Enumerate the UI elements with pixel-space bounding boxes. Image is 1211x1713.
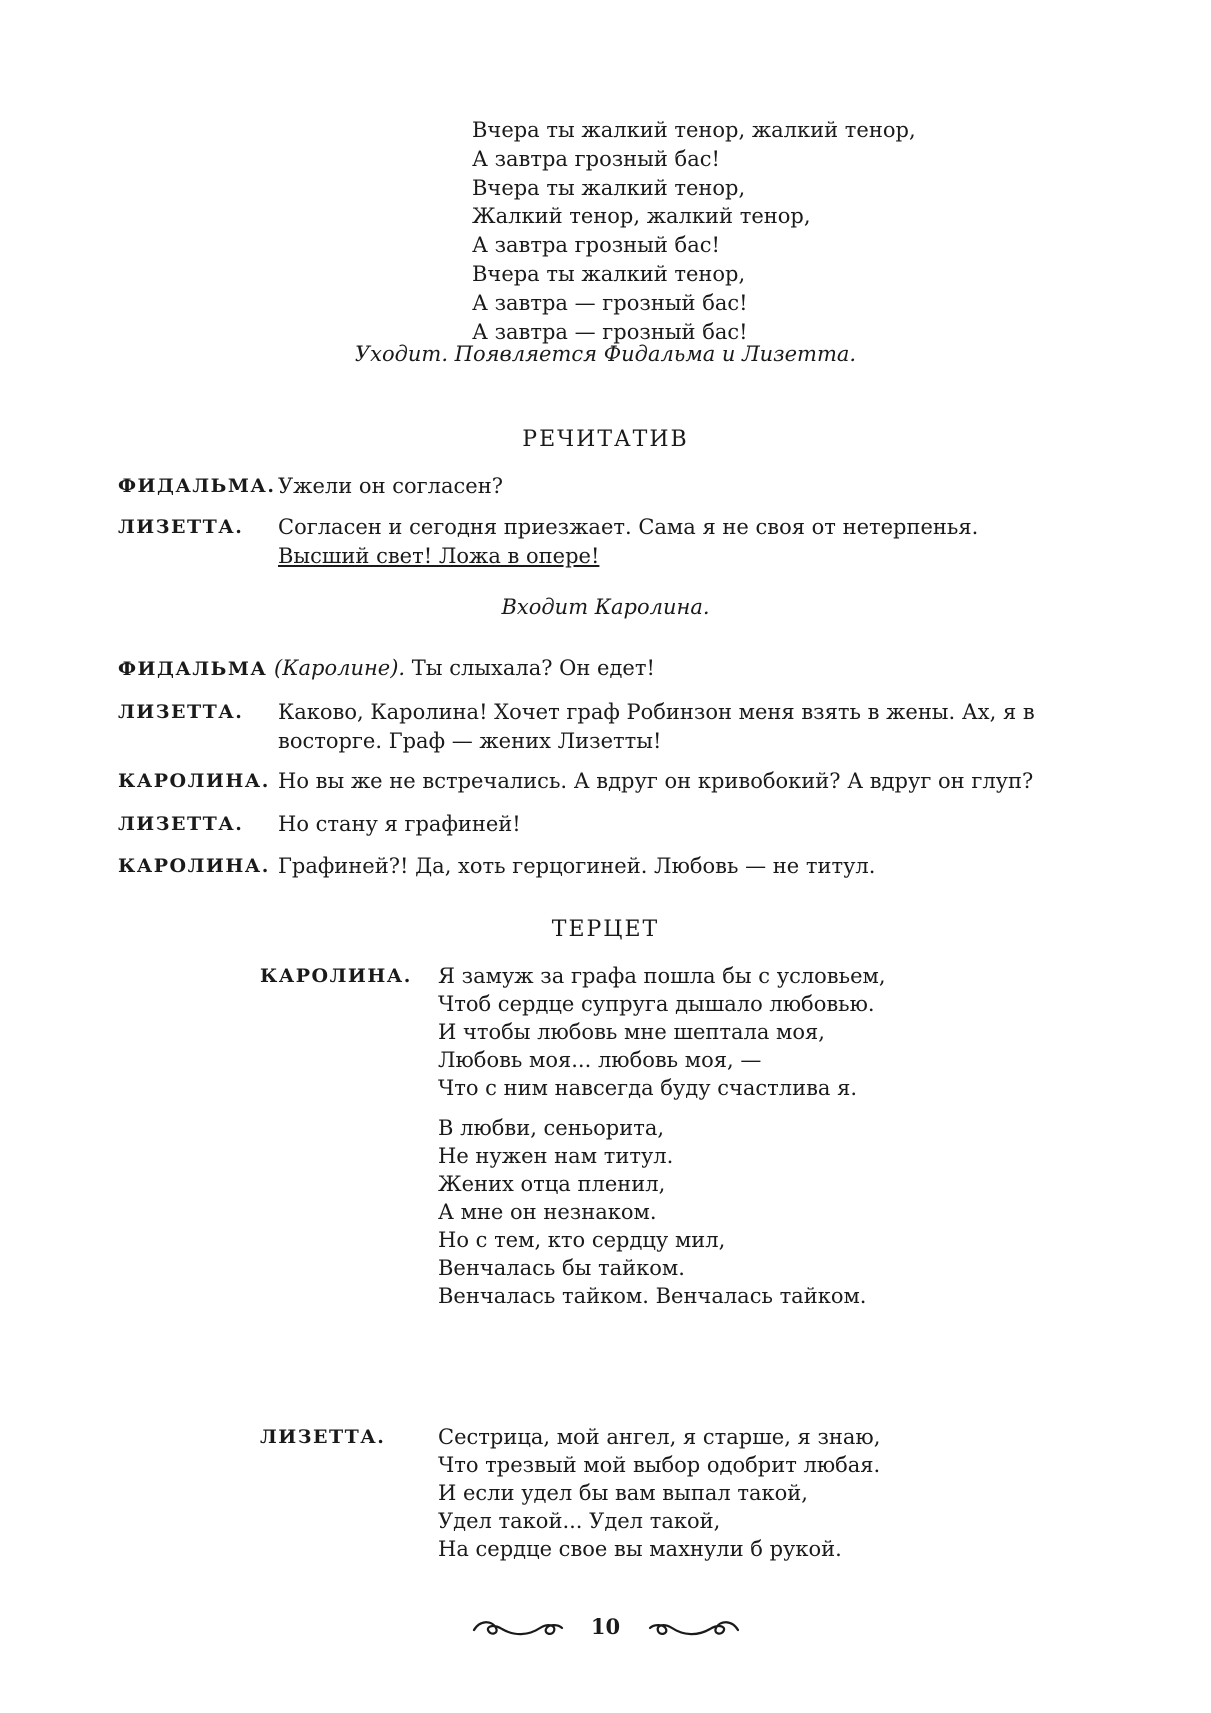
verse-line: Я замуж за графа пошла бы с условьем, xyxy=(438,964,886,988)
verse-line: Вчера ты жалкий тенор, xyxy=(472,261,746,286)
verse-line: Но с тем, кто сердцу мил, xyxy=(438,1228,726,1252)
opening-verse xyxy=(472,116,916,346)
verse-line: А завтра грозный бас! xyxy=(472,233,720,258)
dialogue-line xyxy=(118,698,1058,758)
underlined-phrase: Высший свет! Ложа в опере! xyxy=(278,543,600,568)
verse-line: Вчера ты жалкий тенор, xyxy=(472,175,746,200)
speaker-name: ЛИЗЕТТА. xyxy=(118,701,244,723)
verse-line: На сердце свое вы махнули б рукой. xyxy=(438,1537,842,1561)
section-title-trio: ТЕРЦЕТ xyxy=(551,917,660,942)
speech-text: Ужели он согласен? xyxy=(278,474,503,498)
page-footer xyxy=(0,1610,1211,1650)
verse-line: Венчалась бы тайком. xyxy=(438,1256,685,1280)
verse-line: Удел такой... Удел такой, xyxy=(438,1509,721,1533)
verse-line: В любви, сеньорита, xyxy=(438,1116,665,1140)
verse-line: И чтобы любовь мне шептала моя, xyxy=(438,1020,825,1044)
dialogue-line xyxy=(118,656,1058,680)
speaker-name: ФИДАЛЬМА. xyxy=(118,475,276,497)
speech-text: Каково, Каролина! Хочет граф Робинзон меня взять в жены. Ах, я в восторге. Граф — жених Лизетты! xyxy=(278,700,1035,753)
speaker-name: ЛИЗЕТТА. xyxy=(260,1426,386,1448)
verse-line: Не нужен нам титул. xyxy=(438,1144,674,1168)
verse-line: Сестрица, мой ангел, я старше, я знаю, xyxy=(438,1425,881,1449)
speech-text: Но стану я графиней! xyxy=(278,812,521,836)
verse-line: Жалкий тенор, жалкий тенор, xyxy=(472,204,811,229)
verse-line: Что трезвый мой выбор одобрит любая. xyxy=(438,1453,881,1477)
verse-line: А завтра грозный бас! xyxy=(472,146,720,171)
right-flourish-icon xyxy=(646,1616,742,1642)
verse-line: Жених отца пленил, xyxy=(438,1172,666,1196)
verse-line: А мне он незнаком. xyxy=(438,1200,657,1224)
speaker-name: ЛИЗЕТТА. xyxy=(118,813,244,835)
speaker-name: КАРОЛИНА. xyxy=(260,965,412,987)
verse-line: Чтоб сердце супруга дышало любовью. xyxy=(438,992,875,1016)
speech-text: Ты слыхала? Он едет! xyxy=(411,656,655,680)
verse-line: Что с ним навсегда буду счастлива я. xyxy=(438,1076,858,1100)
stage-direction-exit: Уходит. Появляется Фидальма и Лизетта. xyxy=(354,342,857,366)
verse-line: И если удел бы вам выпал такой, xyxy=(438,1481,808,1505)
verse-line: Любовь моя... любовь моя, — xyxy=(438,1048,762,1072)
speaker-name: ФИДАЛЬМА xyxy=(118,658,268,680)
page-number: 10 xyxy=(590,1614,621,1639)
speaker-name: ЛИЗЕТТА. xyxy=(118,516,244,538)
trio-part-lisetta xyxy=(260,1423,960,1573)
verse-line: Венчалась тайком. Венчалась тайком. xyxy=(438,1284,867,1308)
dialogue-line xyxy=(118,472,1058,502)
speaker-direction: (Каролине). xyxy=(274,656,406,680)
dialogue-line xyxy=(118,767,1058,797)
dialogue-line xyxy=(118,810,1058,840)
section-title-recitative: РЕЧИТАТИВ xyxy=(522,427,689,452)
verse-line: Вчера ты жалкий тенор, жалкий тенор, xyxy=(472,118,916,142)
stage-direction-enter: Входит Каролина. xyxy=(501,595,710,619)
speech-text-main: Согласен и сегодня приезжает. Сама я не своя от нетерпенья. xyxy=(278,515,979,539)
speaker-name: КАРОЛИНА. xyxy=(118,855,270,877)
dialogue-line xyxy=(118,513,1058,573)
speech-text xyxy=(278,513,1058,571)
verse-line: А завтра — грозный бас! xyxy=(472,319,748,344)
speaker-name: КАРОЛИНА. xyxy=(118,770,270,792)
dialogue-line xyxy=(118,852,1058,882)
verse-line: А завтра — грозный бас! xyxy=(472,290,748,315)
speech-text: Но вы же не встречались. А вдруг он кривобокий? А вдруг он глуп? xyxy=(278,769,1034,793)
speech-text: Графиней?! Да, хоть герцогиней. Любовь — не титул. xyxy=(278,854,876,878)
stanza xyxy=(438,1423,880,1563)
stanza xyxy=(438,1114,866,1310)
trio-part-caroline xyxy=(260,962,960,1308)
stanza xyxy=(438,962,886,1102)
